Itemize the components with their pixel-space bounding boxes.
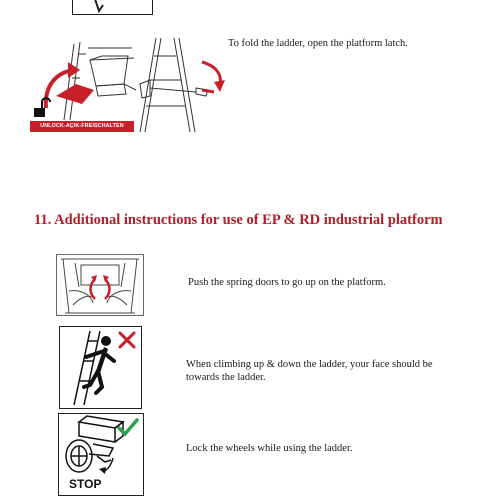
ladder-latch-graphic	[28, 38, 138, 122]
spring-doors-graphic	[57, 255, 143, 315]
unlock-label-banner: UNLOCK-AÇIK-FREISCHALTEN	[30, 121, 134, 132]
wheel-lock-icon	[58, 413, 144, 496]
cropped-figure-graphic	[73, 0, 154, 16]
instruction-text-spring-doors: Push the spring doors to go up on the platform.	[188, 277, 386, 288]
fold-instruction-text: To fold the ladder, open the platform latch.	[228, 38, 408, 49]
section-heading: 11. Additional instructions for use of EP & RD industrial platform	[34, 212, 443, 228]
climbing-graphic	[60, 327, 140, 407]
ladder-fold-graphic	[134, 36, 226, 134]
stop-label: STOP	[69, 477, 102, 491]
wheel-lock-graphic	[59, 414, 142, 474]
climbing-figure-icon	[59, 326, 142, 409]
instruction-text-climbing: When climbing up & down the ladder, your face should be towards the ladder.	[186, 359, 433, 383]
cross-icon	[120, 333, 134, 347]
instruction-text-wheel-lock: Lock the wheels while using the ladder.	[186, 443, 353, 454]
ladder-fold-illustration	[134, 36, 226, 134]
top-cropped-figure	[72, 0, 153, 15]
spring-doors-illustration	[56, 254, 144, 316]
ladder-unlock-illustration	[28, 38, 138, 122]
